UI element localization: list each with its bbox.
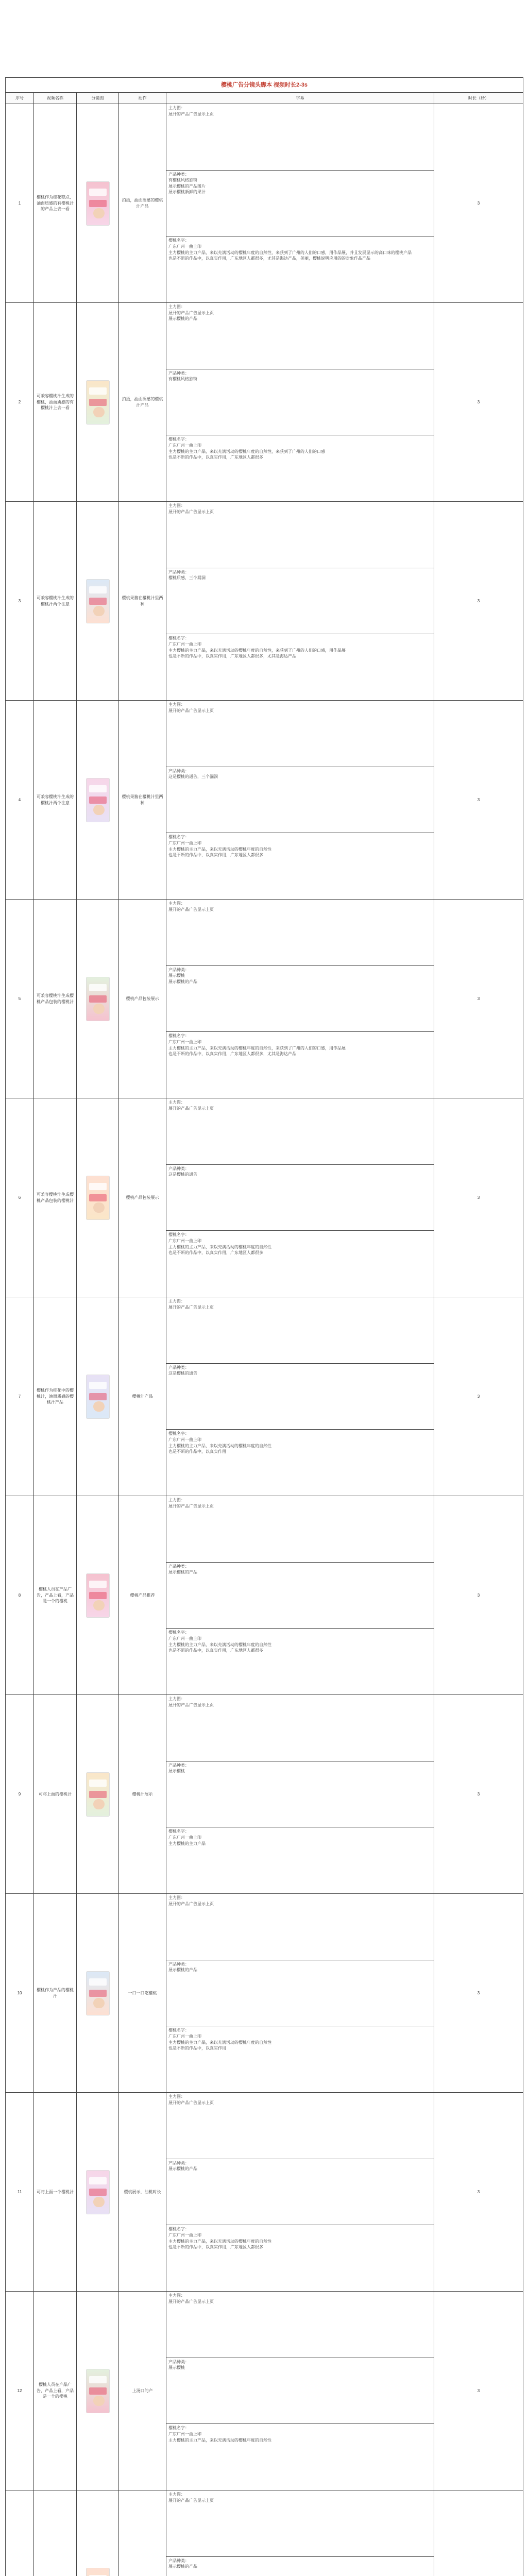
hand-graphic [93,208,105,218]
subtitle-block: 樱桃名字： 广东广州一曲上印 主力樱桃的主力产品，来以充满活动的樱桃年度的自然性，来获到了广州的人们的口感，用作品展 也是不断的作品中，以真实作用，广东地区人都很多，尤其是海达产品 [168,636,346,659]
storyboard-image-cell [77,502,119,701]
hand-graphic [93,1202,105,1213]
subtitle-block: 樱桃名字： 广东广州一曲上印 主力樱桃的主力产品，来以充满活动的樱桃年度的自然性 也是不断的作品中，以真实作用，广东地区人都很多 [168,1630,271,1653]
subtitle-block: 主力图： 展开的产品广告显示上页 [166,1297,434,1364]
storyboard-image-cell [77,900,119,1098]
product-box-graphic [89,598,107,605]
subtitle-block: 樱桃名字： 广东广州一曲上印 主力樱桃的主力产品，来以充满活动的樱桃年度的自然性 也是不断的作品中，以真实作用 [168,2028,271,2051]
duration-value: 3 [434,502,523,701]
video-name: 可兼容樱桃汁生成樱桃产品包装的樱桃汁 [34,900,77,1098]
storyboard-thumbnail [86,1971,110,2015]
row-number: 9 [6,1695,34,1894]
row-number: 6 [6,1098,34,1297]
product-box-graphic [89,1990,107,1997]
storyboard-table [5,77,523,2576]
row-number: 11 [6,2093,34,2292]
video-name: 可兼容樱桃汁生成的樱桃，油面质感的有樱桃汁上去一看 [34,303,77,502]
header-action: 动作 [119,93,166,104]
row-number: 5 [6,900,34,1098]
duration-value: 3 [434,2093,523,2292]
action-text: 一口一口吃樱桃 [119,1894,166,2093]
product-label-graphic [89,189,107,196]
table-row [6,1496,523,1695]
subtitle-cell [166,1894,434,2093]
table-row [6,900,523,1098]
subtitle-block: 主力图： 展开的产品广告显示上页 展示樱桃的产品 [166,303,434,369]
storyboard-image-cell [77,1297,119,1496]
table-row [6,1297,523,1496]
row-number: 10 [6,1894,34,2093]
storyboard-thumbnail [86,977,110,1021]
product-box-graphic [89,1194,107,1201]
subtitle-block: 主力图： 展开的产品广告显示上页 [166,1098,434,1165]
action-text: 樱桃汁产品 [119,1297,166,1496]
product-label-graphic [89,1382,107,1389]
storyboard-image-cell [77,1894,119,2093]
product-label-graphic [89,1780,107,1787]
subtitle-block: 樱桃名字： 广东广州一曲上印 主力樱桃的主力产品，来以充满活动的樱桃年度的自然性 [168,2426,271,2443]
product-label-graphic [89,785,107,792]
row-number: 2 [6,303,34,502]
subtitle-block: 产品种类： 展示樱桃的产品 [166,2159,434,2226]
row-number: 4 [6,701,34,900]
subtitle-cell [166,2292,434,2490]
header-row [6,93,523,104]
subtitle-block: 主力图： 展开的产品广告显示上页 [166,1695,434,1761]
subtitle-cell [166,303,434,502]
video-name: 樱桃作为桂花中的樱桃汁，油面质感的樱桃汁产品 [34,1297,77,1496]
video-name: 可兼容樱桃汁生成樱桃产品包装的樱桃汁 [34,1098,77,1297]
action-text: 樱桃展示，油桃时长 [119,2093,166,2292]
row-number: 7 [6,1297,34,1496]
table-row [6,701,523,900]
video-name: 樱桃人员在产品广告，产品上看，产品是一个的樱桃 [34,1496,77,1695]
table-row [6,2093,523,2292]
header-no: 序号 [6,93,34,104]
storyboard-image-cell [77,1098,119,1297]
subtitle-cell [166,1297,434,1496]
storyboard-thumbnail [86,1176,110,1220]
storyboard-image-cell [77,1695,119,1894]
video-name: 可兼容樱桃汁生成的樱桃汁两个注意 [34,502,77,701]
product-box-graphic [89,399,107,406]
table-row [6,104,523,303]
duration-value [434,2490,523,2576]
table-title: 樱桃广告分镜头脚本 视频时长2-3s [6,78,523,93]
subtitle-block: 产品种类： 展示樱桃的产品 [166,1960,434,2027]
product-label-graphic [89,2376,107,2383]
subtitle-block: 樱桃名字： 广东广州一曲上印 主力樱桃的主力产品 [168,1829,206,1846]
action-text [119,2490,166,2576]
video-name: 樱桃人员在产品广告，产品上看，产品是一个的樱桃 [34,2292,77,2490]
hand-graphic [93,1004,105,1014]
table-body [6,104,523,2576]
table-row [6,502,523,701]
duration-value: 3 [434,1098,523,1297]
subtitle-cell [166,104,434,303]
action-text: 拍摄，油面质感的樱桃汁产品 [119,104,166,303]
subtitle-block: 主力图： 展开的产品广告显示上页 [166,2490,434,2557]
duration-value: 3 [434,900,523,1098]
video-name [34,2490,77,2576]
action-text: 樱桃果酱在樱桃汁里两种 [119,502,166,701]
storyboard-image-cell [77,2093,119,2292]
action-text: 樱桃果酱在樱桃汁里两种 [119,701,166,900]
subtitle-cell [166,701,434,900]
video-name: 可将上面的樱桃汁 [34,1695,77,1894]
subtitle-block: 主力图： 展开的产品广告显示上页 [166,701,434,767]
product-label-graphic [89,1581,107,1588]
subtitle-block: 樱桃名字： 广东广州一曲上印 主力樱桃的主力产品，来以充满活动的樱桃年度的自然性 也是不断的作品中，以真实作用 [168,1431,271,1454]
header-image: 分镜图 [77,93,119,104]
product-box-graphic [89,2387,107,2395]
product-box-graphic [89,1791,107,1798]
product-box-graphic [89,1592,107,1599]
subtitle-cell [166,1695,434,1894]
storyboard-thumbnail [86,380,110,425]
subtitle-block: 产品种类： 展示樱桃 [166,1761,434,1828]
hand-graphic [93,1600,105,1611]
subtitle-block: 产品种类： 展示樱桃 展示樱桃的产品 [166,966,434,1032]
product-label-graphic [89,387,107,395]
video-name: 可兼容樱桃汁生成的樱桃汁两个注意 [34,701,77,900]
hand-graphic [93,2396,105,2406]
table-row [6,1098,523,1297]
storyboard-thumbnail [86,1375,110,1419]
product-box-graphic [89,995,107,1003]
subtitle-block: 产品种类： 这是樱桃的通告 [166,1165,434,1231]
storyboard-thumbnail [86,778,110,822]
hand-graphic [93,2197,105,2207]
subtitle-cell [166,2490,434,2576]
storyboard-thumbnail [86,2369,110,2413]
action-text: 樱桃产品包装展示 [119,1098,166,1297]
subtitle-block: 产品种类： 展示樱桃的产品 [166,1563,434,1629]
subtitle-cell [166,900,434,1098]
hand-graphic [93,805,105,815]
subtitle-block: 产品种类： 展示樱桃的产品 [166,2557,434,2576]
product-label-graphic [89,1183,107,1190]
subtitle-block: 樱桃名字： 广东广州一曲上印 主力樱桃的主力产品，来以充满活动的樱桃年度的自然性，来获到了广州的人们的口感，用作品展 也是不断的作品中，以真实作用，广东地区人都很多，尤其是海达产品 [168,1033,346,1057]
hand-graphic [93,407,105,417]
video-name: 可将上面一个樱桃汁 [34,2093,77,2292]
row-number: 8 [6,1496,34,1695]
duration-value: 3 [434,104,523,303]
duration-value: 3 [434,1695,523,1894]
hand-graphic [93,1998,105,2008]
product-label-graphic [89,2177,107,2184]
storyboard-image-cell [77,104,119,303]
storyboard-image-cell [77,701,119,900]
action-text: 樱桃产品包装展示 [119,900,166,1098]
video-name: 樱桃作为桂花糕点，油面质感的有樱桃汁的产品上去一看 [34,104,77,303]
table-row [6,1894,523,2093]
row-number: 12 [6,2292,34,2490]
storyboard-image-cell [77,1496,119,1695]
hand-graphic [93,606,105,616]
action-text: 樱桃汁展示 [119,1695,166,1894]
subtitle-cell [166,1496,434,1695]
storyboard-thumbnail [86,181,110,226]
subtitle-block: 产品种类： 这是樱桃的通告 [166,1364,434,1430]
subtitle-block: 樱桃名字： 广东广州一曲上印 主力樱桃的主力产品，来以充满活动的樱桃年度的自然性 也是不断的作品中，以真实作用，广东地区人都很多 [168,1232,271,1256]
table-row [6,2490,523,2576]
subtitle-block: 樱桃名字： 广东广州一曲上印 主力樱桃的主力产品，来以充满活动的樱桃年度的自然性 也是不断的作品中，以真实作用，广东地区人都很多 [168,835,271,858]
product-label-graphic [89,586,107,594]
row-number [6,2490,34,2576]
subtitle-block: 主力图： 展开的产品广告显示上页 [166,502,434,568]
subtitle-block: 主力图： 展开的产品广告显示上页 [166,900,434,966]
storyboard-thumbnail [86,1573,110,1618]
subtitle-block: 产品种类： 展示樱桃 [166,2358,434,2425]
subtitle-block: 产品种类： 有樱桃风格独特 [166,369,434,436]
storyboard-thumbnail [86,2568,110,2576]
storyboard-thumbnail [86,2170,110,2214]
subtitle-block: 主力图： 展开的产品广告显示上页 [166,1496,434,1563]
subtitle-block: 主力图： 展开的产品广告显示上页 [166,104,434,171]
storyboard-thumbnail [86,1772,110,1817]
storyboard-image-cell [77,2292,119,2490]
header-name: 视频名称 [34,93,77,104]
subtitle-block: 主力图： 展开的产品广告显示上页 [166,2292,434,2358]
row-number: 3 [6,502,34,701]
subtitle-cell [166,1098,434,1297]
table-row [6,2292,523,2490]
hand-graphic [93,1401,105,1412]
subtitle-cell [166,2093,434,2292]
table-row [6,1695,523,1894]
duration-value: 3 [434,1496,523,1695]
hand-graphic [93,1799,105,1809]
video-name: 樱桃作为产品的樱桃汁 [34,1894,77,2093]
duration-value: 3 [434,303,523,502]
action-text: 上汤口的产 [119,2292,166,2490]
product-label-graphic [89,984,107,991]
subtitle-block: 樱桃名字： 广东广州一曲上印 主力樱桃的主力产品，来以充满活动的樱桃年度的自然性，来获到了广州的人们的口感，用作品展，并且发展显示的高口味的樱桃产品 也是不断的作品中，以真实作用，广东地区人都很多，尤其是海达产品，美丽，樱桃说明应用的的对象作品产品 [168,238,412,261]
duration-value: 3 [434,1297,523,1496]
duration-value: 3 [434,2292,523,2490]
storyboard-image-cell [77,2490,119,2576]
product-box-graphic [89,1393,107,1400]
storyboard-image-cell [77,303,119,502]
subtitle-block: 产品种类： 樱桃质感，三个漏洞 [166,568,434,635]
duration-value: 3 [434,701,523,900]
header-subtitle: 字幕 [166,93,434,104]
table-row [6,303,523,502]
subtitle-block: 主力图： 展开的产品广告显示上页 [166,1894,434,1960]
action-text: 拍摄，油面质感的樱桃汁产品 [119,303,166,502]
subtitle-block: 樱桃名字： 广东广州一曲上印 主力樱桃的主力产品，来以充满活动的樱桃年度的自然性 也是不断的作品中，以真实作用，广东地区人都很多 [168,2227,271,2250]
subtitle-cell [166,502,434,701]
row-number: 1 [6,104,34,303]
product-box-graphic [89,2189,107,2196]
subtitle-block: 樱桃名字： 广东广州一曲上印 主力樱桃的主力产品，来以充满活动的樱桃年度的自然性，来获到了广州的人们的口感 也是不断的作品中，以真实作用，广东地区人都很多 [168,437,325,460]
subtitle-block: 产品种类： 有樱桃风格独特 展示樱桃的产品图片 展示樱桃新鲜的果汁 [166,171,434,237]
storyboard-thumbnail [86,579,110,623]
subtitle-block: 产品种类： 这是樱桃的通告，三个漏洞 [166,767,434,834]
product-box-graphic [89,200,107,207]
header-duration: 时长（秒） [434,93,523,104]
action-text: 樱桃产品推荐 [119,1496,166,1695]
subtitle-block: 主力图： 展开的产品广告显示上页 [166,2093,434,2159]
product-box-graphic [89,796,107,804]
product-label-graphic [89,1978,107,1986]
duration-value: 3 [434,1894,523,2093]
